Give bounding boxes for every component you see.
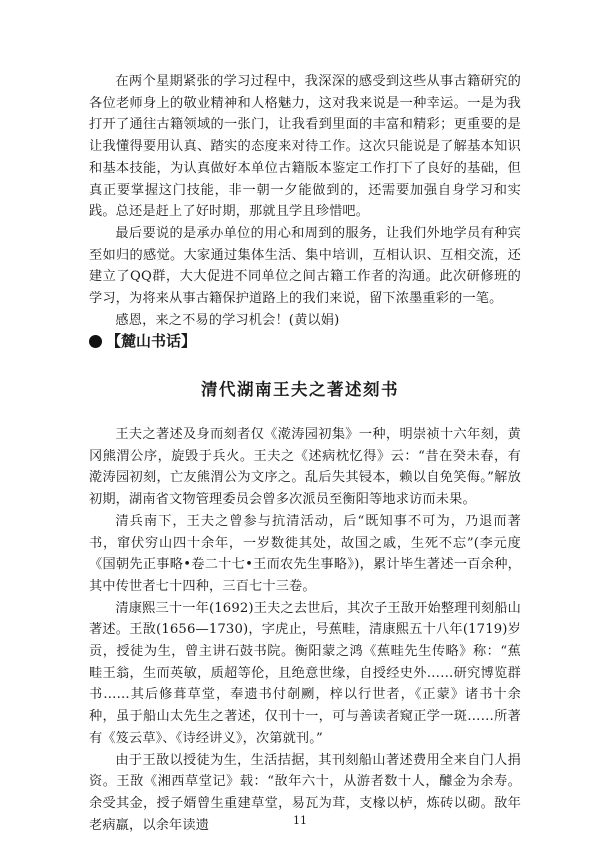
paragraph: 清兵南下，王夫之曾参与抗清活动，后“既知事不可为，乃退而著书，窜伏穷山四十余年，一岁数徙其处，故国之戚，生死不忘”(李元度《国朝先正事略•卷二十七•王而农先生事略》)，累计毕生著述一百余种，其中传世者七十四种，三百七十三卷。 bbox=[89, 513, 521, 594]
article-body bbox=[89, 424, 521, 836]
section-label: 【麓山书话】 bbox=[106, 332, 197, 350]
paragraph: 在两个星期紧张的学习过程中，我深深的感受到这些从事古籍研究的各位老师身上的敬业精神和人格魅力，这对我来说是一种幸运。一是为我打开了通往古籍领域的一张门，让我看到里面的丰富和精彩；更重要的是让我懂得要用认真、踏实的态度来对待工作。这次只能说是了解基本知识和基本技能，为认真做好本单位古籍版本鉴定工作打下了良好的基础，但真正要掌握这门技能，非一朝一夕能做到的，还需要加强自身学习和实践。总还是赶上了好时期，那就且学且珍惜吧。 bbox=[89, 74, 521, 220]
paragraph: 清康熙三十一年(1692)王夫之去世后，其次子王敔开始整理刊刻船山著述。王敔(1656—1730)，字虎止，号蕉畦，清康熙五十八年(1719)岁贡，授徒为生，曾主讲石鼓书院。衡阳蒙之鸿《蕉畦先生传略》称：“蕉畦王翁，生而英敏，质超等伦，且绝意世缘，自授经史外……研究博览群书……其后修葺草堂，奉遗书付剞劂，梓以行世者，《正蒙》诸书十余种，虽于船山太先生之著述，仅刊十一，可与善读者窥正学一斑……所著有《笈云草》、《诗经讲义》，次第就刊。” bbox=[89, 600, 521, 746]
page-number: 11 bbox=[293, 814, 307, 827]
paragraph: 感恩，来之不易的学习机会！(黄以娟) bbox=[115, 312, 340, 328]
section-header bbox=[89, 330, 196, 352]
paragraph: 由于王敔以授徒为生，生活拮据，其刊刻船山著述费用全来自门人捐资。王敔《湘西草堂记》载：“敔年六十，从游者数十人，醵金为余寿。余受其金，授子婿曾生重建草堂，易瓦为茸，支椽以栌，炼砖以砌。敔年老病羸，以余年读遗 bbox=[89, 752, 521, 833]
article-title: 清代湖南王夫之著述刻书 bbox=[201, 380, 399, 399]
closing-reflection-text bbox=[89, 71, 521, 331]
paragraph: 最后要说的是承办单位的用心和周到的服务，让我们外地学员有种宾至如归的感觉。大家通过集体生活、集中培训，互相认识、互相交流，还建立了QQ群，大大促进不同单位之间古籍工作者的沟通。此次研修班的学习，为将来从事古籍保护道路上的我们来说，留下浓墨重彩的一笔。 bbox=[89, 225, 521, 307]
paragraph: 王夫之著述及身而刻者仅《漧涛园初集》一种，明崇祯十六年刻，黄冈熊渭公序，旋毁于兵火。王夫之《述病枕忆得》云：“昔在癸未春，有漧涛园初刻，亡友熊渭公为文序之。乱后失其锓本，赖以自免笑侮。”解放初期，湖南省文物管理委员会曾多次派员至衡阳等地求访而未果。 bbox=[89, 427, 521, 508]
bullet-icon bbox=[89, 335, 102, 348]
